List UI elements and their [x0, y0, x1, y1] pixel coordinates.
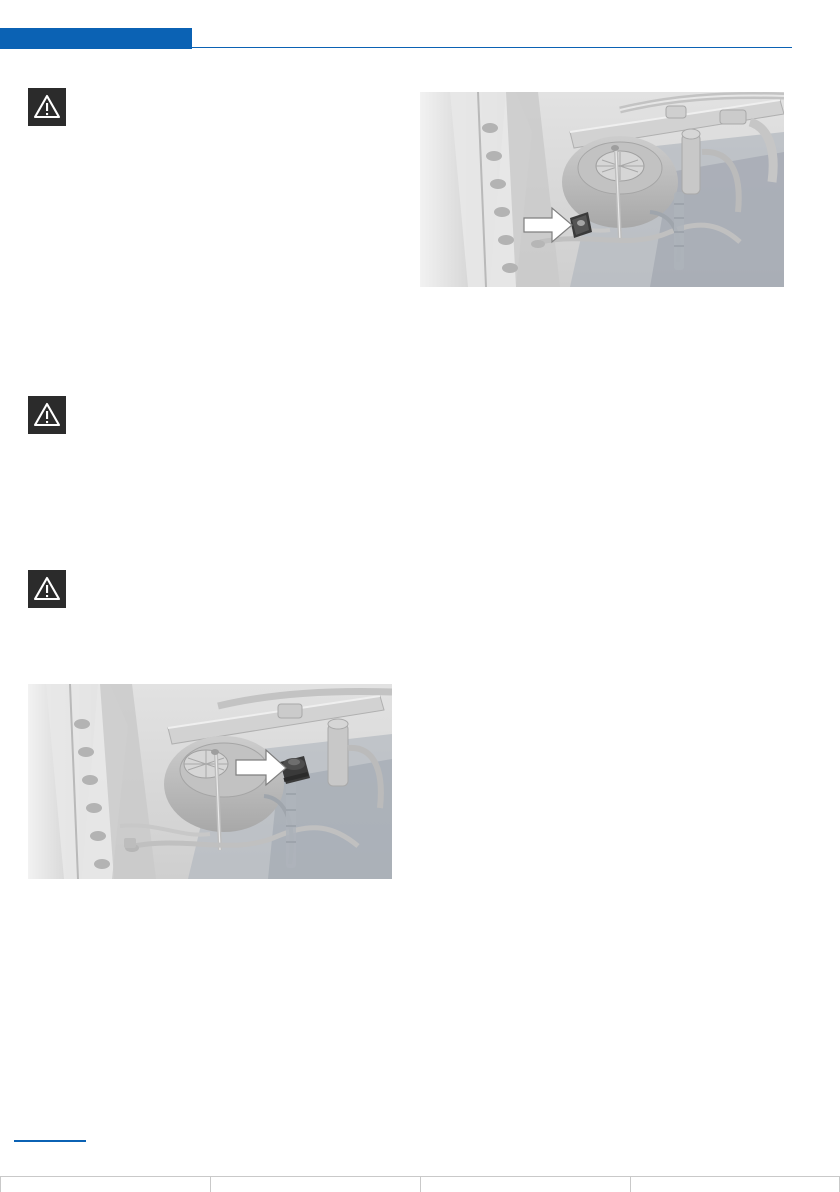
engine-bay-illustration	[28, 684, 392, 879]
warning-block-2	[28, 396, 396, 444]
header-title	[14, 30, 184, 47]
warning-block-1	[28, 88, 396, 136]
crop-tick	[210, 1176, 211, 1192]
warning-triangle-icon	[28, 570, 66, 608]
engine-compartment-photo-top	[420, 92, 784, 287]
engine-bay-illustration	[420, 92, 784, 287]
footer-rule	[14, 1140, 86, 1142]
engine-compartment-photo-bottom	[28, 684, 392, 879]
crop-tick	[630, 1176, 631, 1192]
header-rule	[192, 47, 792, 48]
crop-tick	[420, 1176, 421, 1192]
crop-tick	[0, 1176, 1, 1192]
warning-triangle-icon	[28, 396, 66, 434]
warning-block-3	[28, 570, 396, 618]
warning-triangle-icon	[28, 88, 66, 126]
